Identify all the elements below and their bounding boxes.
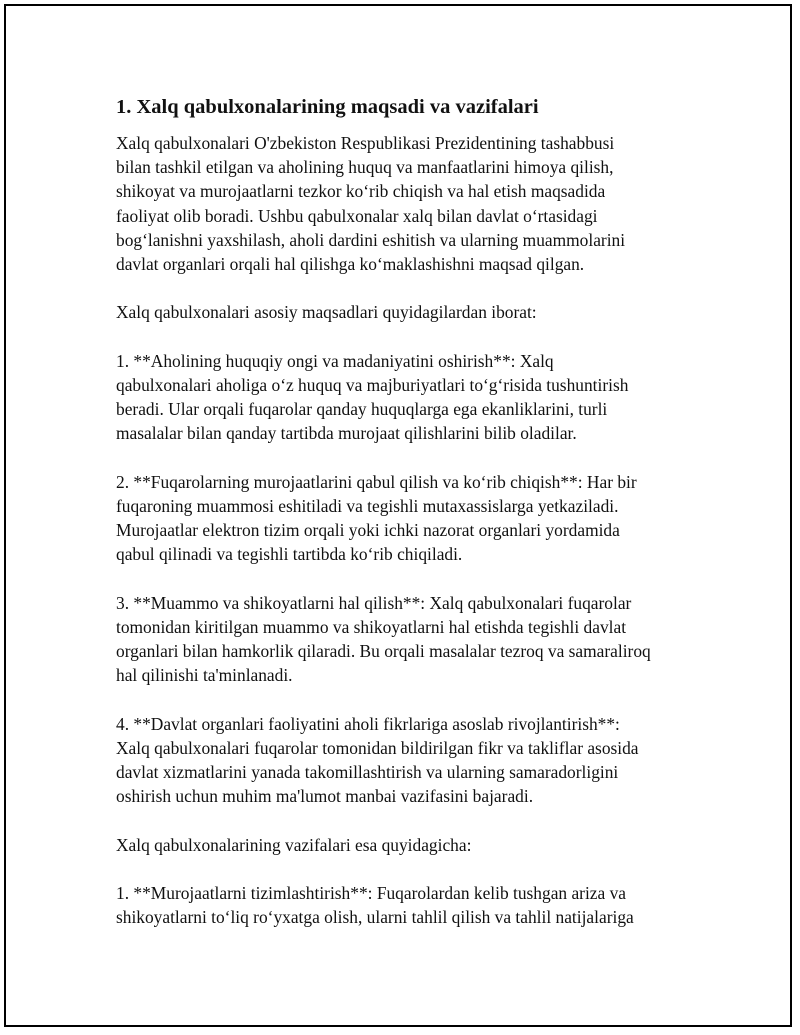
goal-item-3 bbox=[116, 591, 676, 688]
text-line: Murojaatlar elektron tizim orqali yoki ichki nazorat organlari yordamida bbox=[116, 520, 620, 541]
text-line: beradi. Ular orqali fuqarolar qanday huquqlarga ega ekanliklarini, turli bbox=[116, 399, 608, 420]
text-line: Xalq qabulxonalari O'zbekiston Respublikasi Prezidentining tashabbusi bbox=[116, 133, 615, 153]
text-line: fuqaroning muammosi eshitiladi va tegishli mutaxassislarga yetkaziladi. bbox=[116, 496, 619, 516]
document-body bbox=[116, 93, 676, 954]
text-line: qabul qilinadi va tegishli tartibda koʻrib chiqiladi. bbox=[116, 544, 463, 565]
text-line: 3. **Muammo va shikoyatlarni hal qilish**: Xalq qabulxonalari fuqarolar bbox=[116, 592, 632, 613]
text-line: masalalar bilan qanday tartibda murojaat qilishlarini bilib oladilar. bbox=[116, 423, 577, 444]
text-line: tomonidan kiritilgan muammo va shikoyatlarni hal etishda tegishli davlat bbox=[116, 617, 627, 637]
text-line: faoliyat olib boradi. Ushbu qabulxonalar xalq bilan davlat oʻrtasidagi bbox=[116, 205, 598, 226]
intro-paragraph bbox=[116, 131, 676, 276]
text-line: 1. **Aholining huquqiy ongi va madaniyatini oshirish**: Xalq bbox=[116, 350, 554, 371]
document-title: 1. Xalq qabulxonalarining maqsadi va vazifalari bbox=[116, 96, 539, 118]
text-line: bogʻlanishni yaxshilash, aholi dardini eshitish va ularning muammolarini bbox=[116, 229, 626, 250]
goal-item-4 bbox=[116, 712, 676, 809]
tasks-heading-paragraph bbox=[116, 833, 676, 857]
text-line: davlat xizmatlarini yanada takomillashtirish va ularning samaradorligini bbox=[116, 762, 619, 783]
text-line: Xalq qabulxonalari fuqarolar tomonidan bildirilgan fikr va takliflar asosida bbox=[116, 738, 639, 758]
text-line: bilan tashkil etilgan va aholining huquq va manfaatlarini himoya qilish, bbox=[116, 157, 614, 178]
text-line: hal qilinishi ta'minlanadi. bbox=[116, 665, 293, 686]
text-line: 2. **Fuqarolarning murojaatlarini qabul qilish va koʻrib chiqish**: Har bir bbox=[116, 471, 637, 492]
text-line: shikoyat va murojaatlarni tezkor koʻrib chiqish va hal etish maqsadida bbox=[116, 181, 606, 202]
text-line: organlari bilan hamkorlik qilaradi. Bu orqali masalalar tezroq va samaraliroq bbox=[116, 641, 651, 662]
text-line: Xalq qabulxonalari asosiy maqsadlari quyidagilardan iborat: bbox=[116, 302, 537, 323]
text-line: 1. **Murojaatlarni tizimlashtirish**: Fuqarolardan kelib tushgan ariza va bbox=[116, 883, 626, 904]
goal-item-1 bbox=[116, 349, 676, 446]
text-line: 4. **Davlat organlari faoliyatini aholi fikrlariga asoslab rivojlantirish**: bbox=[116, 713, 620, 734]
text-line: shikoyatlarni toʻliq roʻyxatga olish, ularni tahlil qilish va tahlil natijalariga bbox=[116, 907, 634, 928]
goal-item-2 bbox=[116, 470, 676, 567]
goals-heading-paragraph bbox=[116, 300, 676, 324]
task-item-1 bbox=[116, 881, 676, 929]
text-line: davlat organlari orqali hal qilishga koʻmaklashishni maqsad qilgan. bbox=[116, 254, 585, 275]
text-line: Xalq qabulxonalarining vazifalari esa quyidagicha: bbox=[116, 834, 472, 855]
text-line: oshirish uchun muhim ma'lumot manbai vazifasini bajaradi. bbox=[116, 786, 534, 807]
text-line: qabulxonalari aholiga oʻz huquq va majburiyatlari toʻgʻrisida tushuntirish bbox=[116, 375, 629, 395]
